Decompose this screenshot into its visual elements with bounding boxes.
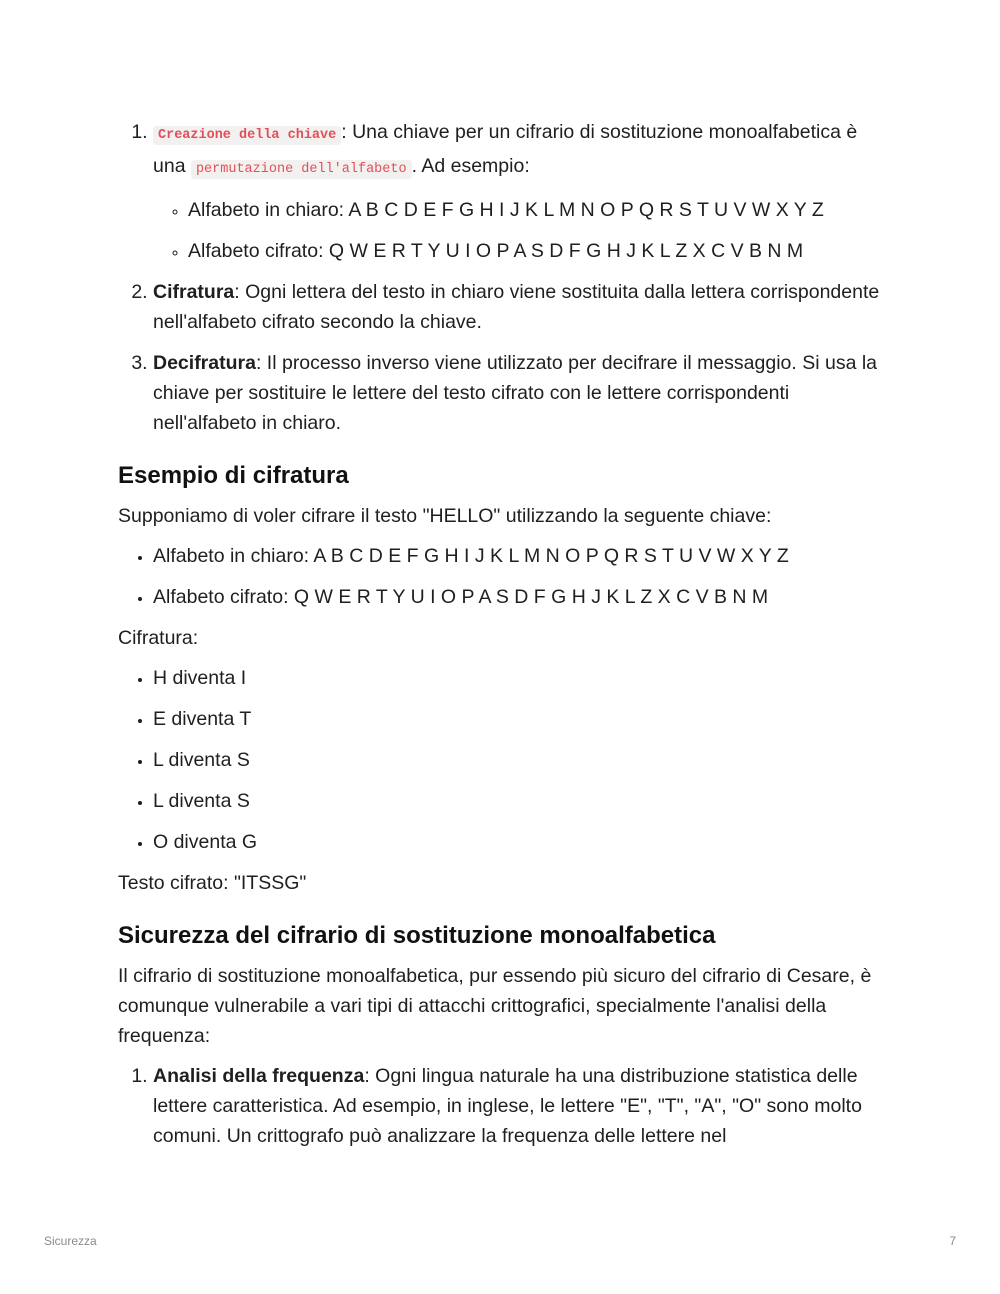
list-item: ◦ Alfabeto cifrato: Q W E R T Y U I O P A S D F G H J K L Z X C V B N M: [188, 236, 888, 266]
step-key-creation: [153, 117, 888, 266]
example-label: Cifratura:: [118, 627, 199, 649]
step-term: Decifratura: [153, 352, 256, 374]
steps-list: [118, 117, 888, 438]
page-content: [118, 117, 888, 1162]
step-term: Cifratura: [153, 281, 235, 303]
footer-section-name: Sicurezza: [44, 1234, 97, 1248]
letter-mapping-list: [118, 663, 888, 857]
attack-term: Analisi della frequenza: [153, 1065, 365, 1087]
page-number: 7: [949, 1234, 956, 1248]
section-heading-example: Esempio di cifratura: [118, 462, 349, 489]
step-text: : Una chiave per un cifrario di sostituzione monoalfabetica è una: [153, 121, 858, 177]
step-decryption: [153, 348, 888, 438]
security-intro: Il cifrario di sostituzione monoalfabetica, pur essendo più sicuro del cifrario di Cesare, è comunque vulnerabile a vari tipi di attacchi crittografici, specialmente l'analisi della frequenza:: [118, 965, 872, 1047]
inline-code-key-creation: Creazione della chiave: [153, 126, 341, 145]
attack-text: : Ogni lingua naturale ha una distribuzione statistica delle lettere caratteristica. Ad esempio, in inglese, le lettere "E", "T", "A", "O" sono molto comuni. Un crittografo può analizzare la frequenza delle lettere nel: [153, 1065, 862, 1147]
example-result: Testo cifrato: "ITSSG": [118, 872, 307, 894]
inline-code-permutation: permutazione dell'alfabeto: [191, 160, 412, 179]
list-item: • Alfabeto cifrato: Q W E R T Y U I O P A S D F G H J K L Z X C V B N M: [153, 582, 888, 612]
list-item: ◦ Alfabeto in chiaro: A B C D E F G H I J K L M N O P Q R S T U V W X Y Z: [188, 195, 888, 225]
step-text: : Ogni lettera del testo in chiaro viene sostituita dalla lettera corrispondente nell'alfabeto cifrato secondo la chiave.: [153, 281, 880, 333]
section-heading-security: Sicurezza del cifrario di sostituzione monoalfabetica: [118, 922, 716, 949]
key-alphabet-list: [153, 195, 888, 266]
attacks-list: [118, 1061, 888, 1151]
list-item: • H diventa I: [153, 663, 888, 693]
list-item: • Alfabeto in chiaro: A B C D E F G H I J K L M N O P Q R S T U V W X Y Z: [153, 541, 888, 571]
example-intro: Supponiamo di voler cifrare il testo "HELLO" utilizzando la seguente chiave:: [118, 505, 772, 527]
step-text: : Il processo inverso viene utilizzato per decifrare il messaggio. Si usa la chiave per sostituire le lettere del testo cifrato con le lettere corrispondenti nell'alfabeto in chiaro.: [153, 352, 878, 434]
step-text-end: . Ad esempio:: [411, 155, 530, 177]
list-item: • E diventa T: [153, 704, 888, 734]
list-item: • O diventa G: [153, 827, 888, 857]
step-encryption: [153, 277, 888, 337]
example-key-list: [118, 541, 888, 612]
list-item: • L diventa S: [153, 745, 888, 775]
list-item: • L diventa S: [153, 786, 888, 816]
attack-frequency-analysis: [153, 1061, 888, 1151]
